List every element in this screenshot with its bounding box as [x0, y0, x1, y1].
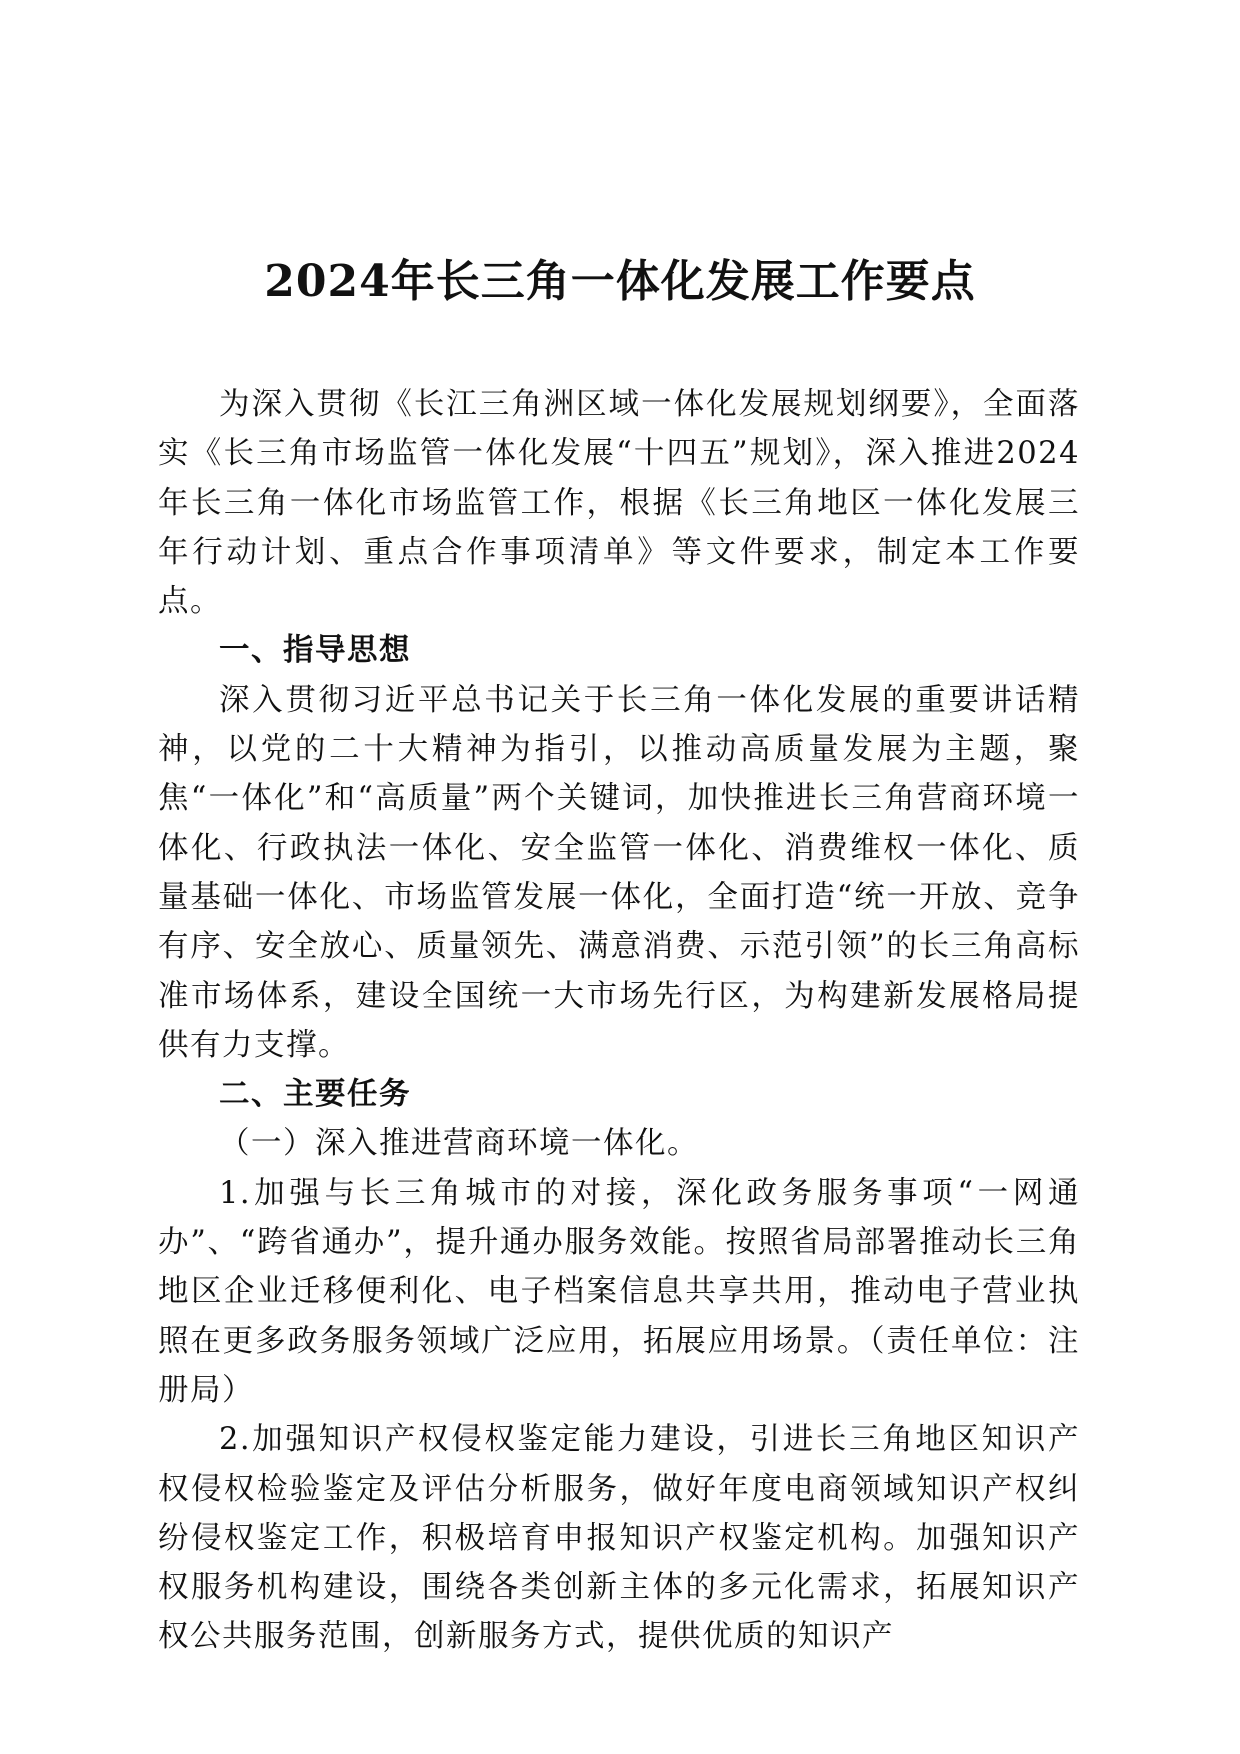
- guiding-ideology-paragraph: 深入贯彻习近平总书记关于长三角一体化发展的重要讲话精神，以党的二十大精神为指引，以推动高质量发展为主题，聚焦“一体化”和“高质量”两个关键词，加快推进长三角营商环境一体化、行政执法一体化、安全监管一体化、消费维权一体化、质量基础一体化、市场监管发展一体化，全面打造“统一开放、竞争有序、安全放心、质量领先、满意消费、示范引领”的长三角高标准市场体系，建设全国统一大市场先行区，为构建新发展格局提供有力支撑。: [158, 682, 1080, 1063]
- intro-paragraph: 为深入贯彻《长江三角洲区域一体化发展规划纲要》，全面落实《长三角市场监管一体化发展“十四五”规划》，深入推进2024年长三角一体化市场监管工作，根据《长三角地区一体化发展三年行动计划、重点合作事项清单》等文件要求，制定本工作要点。: [158, 387, 1080, 620]
- section-heading-main-tasks: 二、主要任务: [219, 1077, 411, 1113]
- section-heading-guiding-ideology: 一、指导思想: [219, 633, 411, 669]
- document-title: 2024年长三角一体化发展工作要点: [264, 256, 976, 307]
- task-item-2: 2.加强知识产权侵权鉴定能力建设，引进长三角地区知识产权侵权检验鉴定及评估分析服务，做好年度电商领域知识产权纠纷侵权鉴定工作，积极培育申报知识产权鉴定机构。加强知识产权服务机构建设，围绕各类创新主体的多元化需求，拓展知识产权公共服务范围，创新服务方式，提供优质的知识产: [158, 1422, 1080, 1655]
- task-item-1: 1.加强与长三角城市的对接，深化政务服务事项“一网通办”、“跨省通办”，提升通办服务效能。按照省局部署推动长三角地区企业迁移便利化、电子档案信息共享共用，推动电子营业执照在更多政务服务领域广泛应用，拓展应用场景。（责任单位：注册局）: [158, 1175, 1080, 1408]
- document-body: [158, 380, 1080, 1662]
- subsection-heading-business-environment: （一）深入推进营商环境一体化。: [219, 1126, 699, 1162]
